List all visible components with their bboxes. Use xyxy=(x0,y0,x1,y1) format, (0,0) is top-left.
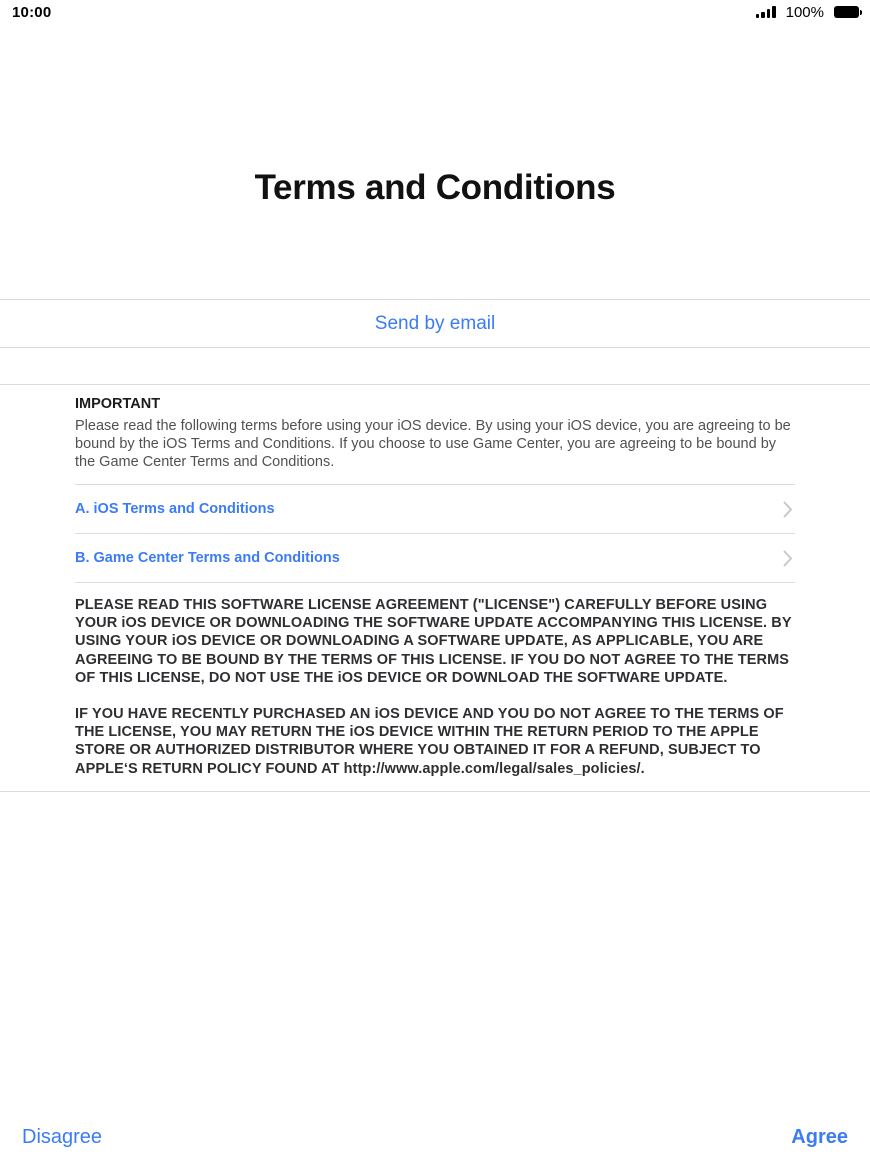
send-by-email-label: Send by email xyxy=(374,312,496,334)
footer-bar xyxy=(0,1112,870,1160)
ios-terms-link-label: A. iOS Terms and Conditions xyxy=(75,501,275,517)
agree-button[interactable]: Agree xyxy=(791,1126,848,1148)
ios-terms-link[interactable] xyxy=(75,485,795,534)
chevron-right-icon xyxy=(783,550,793,567)
game-center-terms-link[interactable] xyxy=(75,534,795,583)
terms-links-group xyxy=(75,484,795,583)
game-center-terms-link-label: B. Game Center Terms and Conditions xyxy=(75,550,340,566)
terms-section xyxy=(0,386,870,792)
cellular-signal-icon xyxy=(756,6,776,18)
disagree-button[interactable]: Disagree xyxy=(22,1126,103,1148)
chevron-right-icon xyxy=(783,501,793,518)
important-body-text: Please read the following terms before using your iOS device. By using your iOS device, you are agreeing to be bound by the iOS Terms and Conditions. If you choose to use Game Center, you are agreeing to be bound by the Game Center Terms and Conditions. xyxy=(75,418,791,470)
battery-percent-text: 100% xyxy=(785,3,824,21)
important-heading: IMPORTANT xyxy=(75,396,161,412)
section-gap xyxy=(0,349,870,385)
send-by-email-button[interactable] xyxy=(0,299,870,348)
status-bar xyxy=(0,0,870,26)
license-paragraph: PLEASE READ THIS SOFTWARE LICENSE AGREEMENT ("LICENSE") CAREFULLY BEFORE USING YOUR iOS DEVICE OR DOWNLOADING THE SOFTWARE UPDATE ACCOMPANYING THIS LICENSE. BY USING YOUR iOS DEVICE OR DOWNLOADING A SOFTWARE UPDATE, AS APPLICABLE, YOU ARE AGREEING TO BE BOUND BY THE TERMS OF THIS LICENSE. IF YOU DO NOT AGREE TO THE TERMS OF THIS LICENSE, DO NOT USE THE iOS DEVICE OR DOWNLOAD THE SOFTWARE UPDATE. xyxy=(75,597,792,686)
clock-text: 10:00 xyxy=(12,4,52,21)
page-title: Terms and Conditions xyxy=(254,168,616,207)
battery-icon xyxy=(834,6,859,18)
status-bar-right-cluster xyxy=(756,4,862,20)
license-paragraph: IF YOU HAVE RECENTLY PURCHASED AN iOS DEVICE AND YOU DO NOT AGREE TO THE TERMS OF THE LICENSE, YOU MAY RETURN THE iOS DEVICE WITHIN THE RETURN PERIOD TO THE APPLE STORE OR AUTHORIZED DISTRIBUTOR WHERE YOU OBTAINED IT FOR A REFUND, SUBJECT TO APPLE‘S RETURN POLICY FOUND AT http://www.apple.com/legal/sales_policies/. xyxy=(75,706,784,777)
